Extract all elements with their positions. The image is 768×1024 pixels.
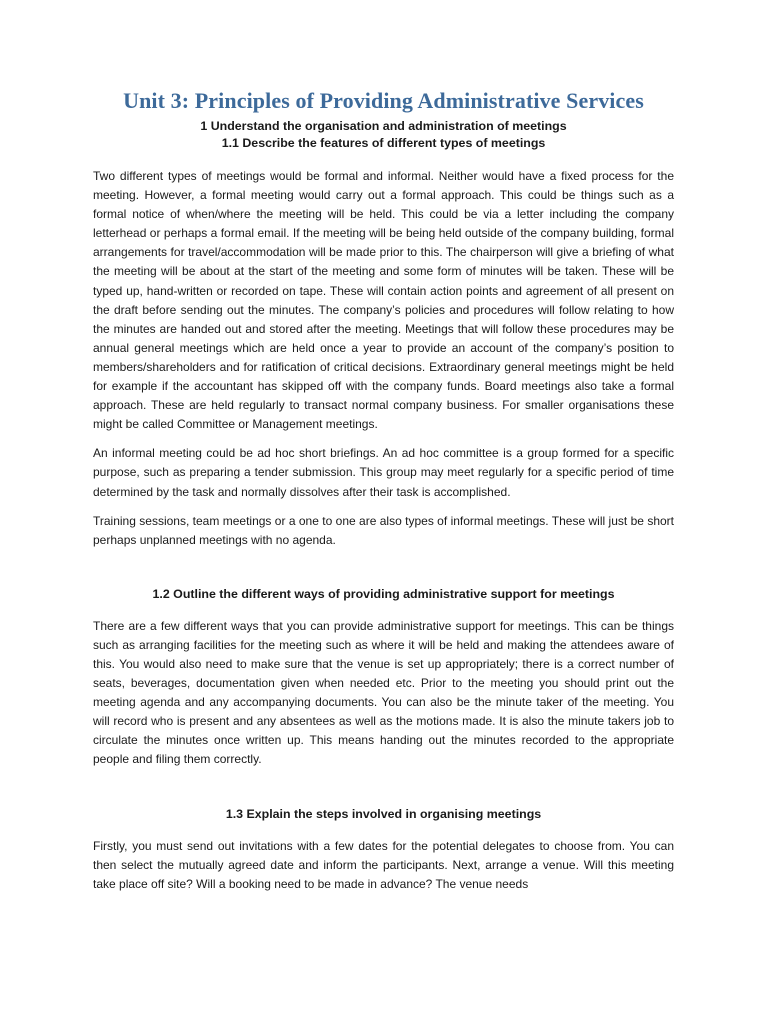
paragraph-organising-steps: Firstly, you must send out invitations with a few dates for the potential delegates to choose from. You can then select the mutually agreed date and inform the participants. Next, arrange a venue. Will this meeting take place off site? Will a booking need to be made in advance? The venue needs: [93, 838, 674, 891]
paragraph-informal-meetings: An informal meeting could be ad hoc short briefings. An ad hoc committee is a group formed for a specific purpose, such as preparing a tender submission. This group may meet regularly for a specific period of time determined by the task and normally dissolves after their task is accomplished.: [93, 446, 674, 499]
unit-subheading: 1 Understand the organisation and administration of meetings: [200, 119, 567, 133]
paragraph-formal-meetings: Two different types of meetings would be formal and informal. Neither would have a fixed process for the meeting. However, a formal meeting would carry out a formal approach. This could be things such as a formal notice of when/where the meeting will be held. This could be via a letter including the company letterhead or perhaps a formal email. If the meeting will be being held outside of the company building, formal arrangements for travel/accommodation will be made prior to this. The chairperson will give a briefing of what the meeting will be about at the start of the meeting and some form of minutes will be taken. These will be typed up, hand-written or recorded on tape. These will contain action points and agreement of all present on the draft before sending out the minutes. The company’s policies and procedures will follow relating to how the minutes are handed out and stored after the meeting. Meetings that will follow these procedures may be annual general meetings which are held once a year to provide an account of the company’s position to members/shareholders and for ratification of critical decisions. Extraordinary general meetings might be held for example if the accountant has skipped off with the company funds. Board meetings also take a formal approach. These are held regularly to transact normal company business. For smaller organisations these might be called Committee or Management meetings.: [93, 169, 674, 432]
section-1-3-heading: 1.3 Explain the steps involved in organising meetings: [225, 806, 542, 821]
paragraph-training-sessions: Training sessions, team meetings or a one to one are also types of informal meetings. These will just be short perhaps unplanned meetings with no agenda.: [93, 513, 674, 547]
paragraph-admin-support: There are a few different ways that you can provide administrative support for meetings. This can be things such as arranging facilities for the meeting such as where it will be held and making the attendees aware of this. You would also need to make sure that the venue is set up appropriately; there is a correct number of seats, beverages, documentation given when needed etc. Prior to the meeting you should print out the meeting agenda and any accompanying documents. You can also be the minute taker of the meeting. You will record who is present and any absentees as well as the motions made. It is also the minute takers job to circulate the minutes once written up. This means handing out the minutes recorded to the appropriate people and filing them correctly.: [93, 618, 674, 767]
section-1-1-heading: 1.1 Describe the features of different types of meetings: [221, 136, 546, 150]
page-title: Unit 3: Principles of Providing Administrative Services: [123, 88, 644, 113]
section-1-2-heading: 1.2 Outline the different ways of providing administrative support for meetings: [152, 586, 615, 601]
